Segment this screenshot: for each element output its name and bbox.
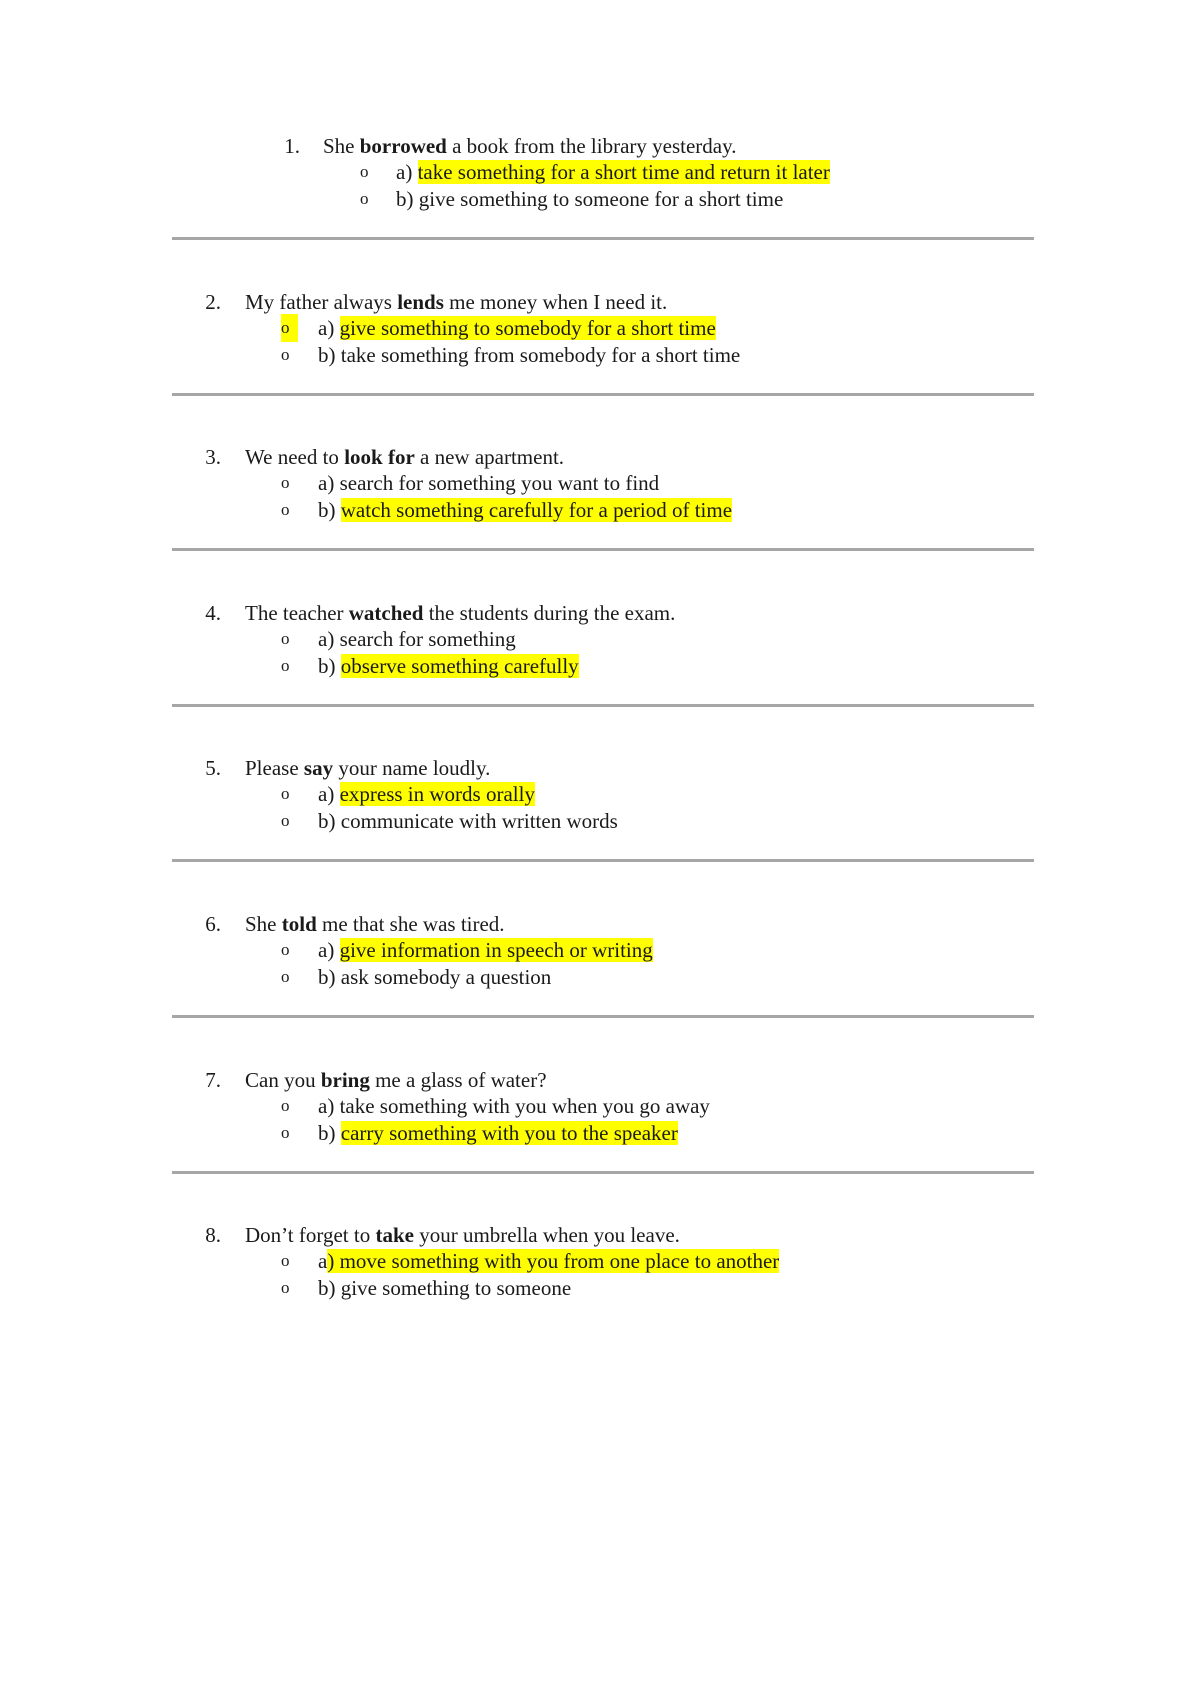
bullet-icon: o	[281, 629, 290, 648]
bullet-icon: o	[281, 1123, 290, 1142]
sentence-after: a new apartment.	[414, 445, 565, 469]
option-letter: b)	[318, 654, 341, 678]
question-sentence	[245, 288, 667, 316]
highlighted-answer: ) move something with you from one place to another	[327, 1249, 780, 1273]
highlighted-answer: express in words orally	[339, 782, 535, 806]
section-divider	[172, 393, 1034, 396]
option-content	[318, 807, 618, 835]
question-sentence	[245, 754, 490, 782]
question-number: 1.	[284, 134, 300, 158]
option-content	[318, 936, 653, 964]
sentence-before: Don’t forget to	[245, 1223, 376, 1247]
sentence-before: We need to	[245, 445, 345, 469]
keyword: take	[375, 1223, 414, 1247]
sentence-before: My father always	[245, 290, 398, 314]
highlighted-answer: observe something carefully	[340, 654, 579, 678]
highlighted-answer: give something to somebody for a short time	[339, 316, 716, 340]
keyword: look for	[344, 445, 415, 469]
option-letter: b)	[318, 1121, 341, 1145]
option-content	[318, 1092, 710, 1120]
option-content	[318, 1119, 678, 1147]
option-letter: a)	[318, 627, 340, 651]
sentence-after: me that she was tired.	[316, 912, 505, 936]
option-content	[396, 158, 830, 186]
option-letter: b)	[318, 965, 341, 989]
question-number: 5.	[205, 756, 221, 780]
option-content	[318, 780, 535, 808]
bullet-icon: o	[281, 656, 290, 675]
question-sentence	[245, 1221, 680, 1249]
option-content	[318, 625, 516, 653]
option-content	[318, 469, 659, 497]
sentence-after: me money when I need it.	[443, 290, 668, 314]
bullet-icon: o	[281, 1278, 290, 1297]
bullet-icon: o	[281, 345, 290, 364]
option-letter: b)	[396, 187, 419, 211]
option-letter: b)	[318, 1276, 341, 1300]
question-sentence	[245, 443, 564, 471]
highlighted-answer: watch something carefully for a period of time	[340, 498, 733, 522]
question-sentence	[245, 910, 505, 938]
option-text: ask somebody a question	[340, 965, 552, 989]
sentence-before: Please	[245, 756, 304, 780]
option-letter: a)	[318, 938, 340, 962]
question-number: 2.	[205, 290, 221, 314]
question-sentence	[323, 132, 736, 160]
keyword: say	[303, 756, 334, 780]
option-content	[318, 652, 579, 680]
section-divider	[172, 237, 1034, 240]
option-text: give something to someone for a short time	[418, 187, 784, 211]
bullet-icon: o	[281, 473, 290, 492]
section-divider	[172, 548, 1034, 551]
section-divider	[172, 1015, 1034, 1018]
section-divider	[172, 859, 1034, 862]
option-content	[396, 185, 783, 213]
option-letter: a)	[318, 471, 340, 495]
highlighted-answer: take something for a short time and return it later	[417, 160, 830, 184]
keyword: watched	[348, 601, 424, 625]
question-sentence	[245, 1066, 547, 1094]
question-number: 6.	[205, 912, 221, 936]
question-number: 7.	[205, 1068, 221, 1092]
bullet-icon: o	[281, 1096, 290, 1115]
bullet-icon: o	[281, 811, 290, 830]
sentence-before: The teacher	[245, 601, 349, 625]
option-content	[318, 963, 551, 991]
option-text: take something with you when you go away	[339, 1094, 710, 1118]
option-content	[318, 1274, 571, 1302]
option-text: search for something	[339, 627, 516, 651]
option-content	[318, 496, 732, 524]
bullet-icon: o	[281, 314, 298, 342]
question-number: 3.	[205, 445, 221, 469]
option-text: search for something you want to find	[339, 471, 660, 495]
sentence-after: a book from the library yesterday.	[446, 134, 737, 158]
option-content	[318, 1247, 779, 1275]
option-letter: a	[318, 1249, 328, 1273]
bullet-icon: o	[360, 162, 369, 181]
sentence-before: Can you	[245, 1068, 321, 1092]
bullet-icon: o	[281, 940, 290, 959]
highlighted-answer: give information in speech or writing	[339, 938, 653, 962]
keyword: lends	[397, 290, 444, 314]
option-letter: a)	[318, 782, 340, 806]
keyword: told	[281, 912, 317, 936]
question-number: 8.	[205, 1223, 221, 1247]
option-letter: b)	[318, 809, 341, 833]
section-divider	[172, 1171, 1034, 1174]
sentence-before: She	[323, 134, 360, 158]
sentence-after: the students during the exam.	[423, 601, 676, 625]
question-sentence	[245, 599, 675, 627]
option-letter: b)	[318, 498, 341, 522]
sentence-after: me a glass of water?	[369, 1068, 547, 1092]
bullet-icon: o	[281, 784, 290, 803]
question-number: 4.	[205, 601, 221, 625]
bullet-icon: o	[281, 967, 290, 986]
option-text: take something from somebody for a short time	[340, 343, 741, 367]
option-letter: a)	[318, 1094, 340, 1118]
bullet-icon: o	[360, 189, 369, 208]
option-letter: a)	[318, 316, 340, 340]
highlighted-answer: carry something with you to the speaker	[340, 1121, 678, 1145]
option-content	[318, 314, 716, 342]
keyword: bring	[320, 1068, 370, 1092]
keyword: borrowed	[359, 134, 447, 158]
sentence-after: your name loudly.	[333, 756, 491, 780]
sentence-after: your umbrella when you leave.	[413, 1223, 680, 1247]
option-letter: b)	[318, 343, 341, 367]
bullet-icon: o	[281, 1251, 290, 1270]
option-text: give something to someone	[340, 1276, 572, 1300]
bullet-icon: o	[281, 500, 290, 519]
option-text: communicate with written words	[340, 809, 618, 833]
section-divider	[172, 704, 1034, 707]
sentence-before: She	[245, 912, 282, 936]
option-letter: a)	[396, 160, 418, 184]
option-content	[318, 341, 740, 369]
